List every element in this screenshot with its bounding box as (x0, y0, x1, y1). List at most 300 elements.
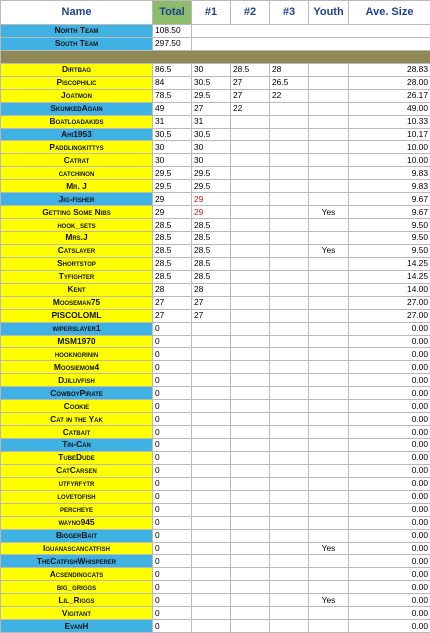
total-cell[interactable]: 0 (153, 322, 192, 335)
angler-name-cell[interactable]: Iguanascancatfish (1, 542, 153, 555)
angler-name-cell[interactable]: Moosiemom4 (1, 361, 153, 374)
angler-name-cell[interactable]: TubeDude (1, 451, 153, 464)
round2-cell[interactable] (231, 232, 270, 245)
angler-name-cell[interactable]: Djiluvfish (1, 374, 153, 387)
round1-cell[interactable]: 27 (192, 296, 231, 309)
total-cell[interactable]: 0 (153, 426, 192, 439)
round2-cell[interactable] (231, 309, 270, 322)
angler-name-cell[interactable]: Joatmon (1, 89, 153, 102)
youth-cell[interactable] (309, 232, 349, 245)
round3-cell[interactable] (270, 154, 309, 167)
round1-cell[interactable]: 28.5 (192, 270, 231, 283)
round1-cell[interactable] (192, 348, 231, 361)
round2-cell[interactable] (231, 167, 270, 180)
average-size-cell[interactable]: 14.25 (349, 270, 430, 283)
round1-cell[interactable] (192, 335, 231, 348)
round3-cell[interactable] (270, 232, 309, 245)
round3-cell[interactable] (270, 387, 309, 400)
angler-name-cell[interactable]: TheCatfishWhisperer (1, 555, 153, 568)
average-size-cell[interactable]: 10.00 (349, 141, 430, 154)
round3-cell[interactable]: 26.5 (270, 76, 309, 89)
youth-cell[interactable] (309, 348, 349, 361)
youth-cell[interactable] (309, 400, 349, 413)
average-size-cell[interactable]: 0.00 (349, 439, 430, 452)
average-size-cell[interactable]: 0.00 (349, 335, 430, 348)
round1-cell[interactable] (192, 322, 231, 335)
angler-name-cell[interactable]: CatCarsen (1, 464, 153, 477)
average-size-cell[interactable]: 9.50 (349, 232, 430, 245)
round3-cell[interactable] (270, 464, 309, 477)
total-cell[interactable]: 29 (153, 193, 192, 206)
youth-cell[interactable] (309, 257, 349, 270)
round1-cell[interactable]: 27 (192, 102, 231, 115)
round3-cell[interactable] (270, 180, 309, 193)
round1-cell[interactable]: 30 (192, 63, 231, 76)
round1-cell[interactable]: 31 (192, 115, 231, 128)
total-cell[interactable]: 0 (153, 516, 192, 529)
round3-cell[interactable] (270, 581, 309, 594)
total-cell[interactable]: 0 (153, 555, 192, 568)
round1-cell[interactable] (192, 361, 231, 374)
youth-cell[interactable] (309, 503, 349, 516)
round2-cell[interactable] (231, 387, 270, 400)
average-size-cell[interactable]: 0.00 (349, 426, 430, 439)
round2-cell[interactable]: 27 (231, 89, 270, 102)
team-name-cell[interactable]: North Team (1, 25, 153, 38)
round1-cell[interactable] (192, 439, 231, 452)
round2-cell[interactable]: 27 (231, 76, 270, 89)
youth-cell[interactable] (309, 167, 349, 180)
round2-cell[interactable] (231, 348, 270, 361)
round1-cell[interactable]: 30.5 (192, 76, 231, 89)
average-size-cell[interactable]: 0.00 (349, 413, 430, 426)
youth-cell[interactable] (309, 387, 349, 400)
round2-cell[interactable] (231, 335, 270, 348)
round1-cell[interactable] (192, 503, 231, 516)
average-size-cell[interactable]: 0.00 (349, 568, 430, 581)
youth-cell[interactable] (309, 193, 349, 206)
average-size-cell[interactable]: 0.00 (349, 503, 430, 516)
total-cell[interactable]: 0 (153, 348, 192, 361)
round3-cell[interactable] (270, 115, 309, 128)
round1-cell[interactable] (192, 374, 231, 387)
round1-cell[interactable]: 27 (192, 309, 231, 322)
round2-cell[interactable] (231, 193, 270, 206)
total-cell[interactable]: 78.5 (153, 89, 192, 102)
average-size-cell[interactable]: 0.00 (349, 555, 430, 568)
round1-cell[interactable] (192, 477, 231, 490)
round3-cell[interactable] (270, 451, 309, 464)
round1-cell[interactable] (192, 568, 231, 581)
angler-name-cell[interactable]: Tyfighter (1, 270, 153, 283)
round3-cell[interactable] (270, 361, 309, 374)
round2-cell[interactable] (231, 607, 270, 620)
total-cell[interactable]: 0 (153, 529, 192, 542)
angler-name-cell[interactable]: Shortstop (1, 257, 153, 270)
round3-cell[interactable] (270, 335, 309, 348)
average-size-cell[interactable]: 0.00 (349, 322, 430, 335)
angler-name-cell[interactable]: Paddlingkittys (1, 141, 153, 154)
round3-cell[interactable] (270, 167, 309, 180)
youth-cell[interactable]: Yes (309, 594, 349, 607)
average-size-cell[interactable]: 27.00 (349, 296, 430, 309)
round1-column-header[interactable]: #1 (192, 1, 231, 25)
average-size-cell[interactable]: 0.00 (349, 516, 430, 529)
average-size-cell[interactable]: 28.83 (349, 63, 430, 76)
round3-cell[interactable] (270, 490, 309, 503)
average-size-cell[interactable]: 0.00 (349, 607, 430, 620)
youth-cell[interactable] (309, 439, 349, 452)
round2-cell[interactable] (231, 542, 270, 555)
round1-cell[interactable]: 30 (192, 141, 231, 154)
average-size-cell[interactable]: 0.00 (349, 594, 430, 607)
youth-cell[interactable] (309, 374, 349, 387)
round1-cell[interactable] (192, 594, 231, 607)
round3-cell[interactable] (270, 283, 309, 296)
average-size-cell[interactable]: 14.25 (349, 257, 430, 270)
round1-cell[interactable] (192, 400, 231, 413)
angler-name-cell[interactable]: Vigitant (1, 607, 153, 620)
total-cell[interactable]: 84 (153, 76, 192, 89)
total-cell[interactable]: 0 (153, 594, 192, 607)
angler-name-cell[interactable]: wayno945 (1, 516, 153, 529)
average-size-cell[interactable]: 0.00 (349, 451, 430, 464)
round3-cell[interactable]: 22 (270, 89, 309, 102)
youth-cell[interactable] (309, 581, 349, 594)
angler-name-cell[interactable]: Kent (1, 283, 153, 296)
round2-cell[interactable] (231, 503, 270, 516)
youth-cell[interactable] (309, 568, 349, 581)
youth-cell[interactable] (309, 322, 349, 335)
angler-name-cell[interactable]: Getting Some Nibs (1, 206, 153, 219)
youth-cell[interactable] (309, 283, 349, 296)
angler-name-cell[interactable]: Catslayer (1, 244, 153, 257)
youth-cell[interactable] (309, 529, 349, 542)
total-cell[interactable]: 0 (153, 335, 192, 348)
round3-cell[interactable] (270, 244, 309, 257)
angler-name-cell[interactable]: Mooseman75 (1, 296, 153, 309)
total-cell[interactable]: 27 (153, 309, 192, 322)
round1-cell[interactable]: 29.5 (192, 89, 231, 102)
team-total-cell[interactable]: 108.50 (153, 25, 192, 38)
round3-cell[interactable] (270, 400, 309, 413)
average-size-cell[interactable]: 9.50 (349, 219, 430, 232)
angler-name-cell[interactable]: wiperslayer1 (1, 322, 153, 335)
angler-name-cell[interactable]: PISCOLOML (1, 309, 153, 322)
round1-cell[interactable] (192, 413, 231, 426)
total-cell[interactable]: 31 (153, 115, 192, 128)
average-size-cell[interactable]: 0.00 (349, 400, 430, 413)
round2-cell[interactable] (231, 516, 270, 529)
round2-cell[interactable] (231, 374, 270, 387)
average-size-cell[interactable]: 9.50 (349, 244, 430, 257)
round1-cell[interactable] (192, 516, 231, 529)
angler-name-cell[interactable]: Acsendingcats (1, 568, 153, 581)
youth-cell[interactable] (309, 361, 349, 374)
round1-cell[interactable]: 28.5 (192, 219, 231, 232)
round1-cell[interactable]: 28.5 (192, 232, 231, 245)
round2-cell[interactable]: 28.5 (231, 63, 270, 76)
round2-cell[interactable]: 22 (231, 102, 270, 115)
round3-cell[interactable] (270, 594, 309, 607)
total-cell[interactable]: 28.5 (153, 232, 192, 245)
average-size-cell[interactable]: 26.17 (349, 89, 430, 102)
round2-cell[interactable] (231, 206, 270, 219)
round1-cell[interactable] (192, 607, 231, 620)
average-size-cell[interactable]: 10.00 (349, 154, 430, 167)
round2-cell[interactable] (231, 180, 270, 193)
round1-cell[interactable]: 28.5 (192, 244, 231, 257)
youth-cell[interactable] (309, 296, 349, 309)
round1-cell[interactable]: 29 (192, 206, 231, 219)
average-size-cell[interactable]: 0.00 (349, 348, 430, 361)
round1-cell[interactable] (192, 555, 231, 568)
angler-name-cell[interactable]: Lil_Riggs (1, 594, 153, 607)
round2-cell[interactable] (231, 128, 270, 141)
total-cell[interactable]: 28.5 (153, 270, 192, 283)
angler-name-cell[interactable]: Cat in the Yak (1, 413, 153, 426)
angler-name-cell[interactable]: Dirtbag (1, 63, 153, 76)
round3-cell[interactable] (270, 296, 309, 309)
angler-name-cell[interactable]: Cookie (1, 400, 153, 413)
total-cell[interactable]: 0 (153, 477, 192, 490)
angler-name-cell[interactable]: hook_sets (1, 219, 153, 232)
average-size-cell[interactable]: 0.00 (349, 477, 430, 490)
round2-cell[interactable] (231, 464, 270, 477)
round2-cell[interactable] (231, 400, 270, 413)
round1-cell[interactable]: 29.5 (192, 167, 231, 180)
average-size-cell[interactable]: 0.00 (349, 464, 430, 477)
round1-cell[interactable] (192, 426, 231, 439)
team-total-cell[interactable]: 297.50 (153, 37, 192, 50)
round1-cell[interactable]: 30 (192, 154, 231, 167)
youth-cell[interactable] (309, 219, 349, 232)
round1-cell[interactable] (192, 464, 231, 477)
round1-cell[interactable] (192, 387, 231, 400)
round3-cell[interactable] (270, 542, 309, 555)
total-cell[interactable]: 28.5 (153, 244, 192, 257)
round2-cell[interactable] (231, 115, 270, 128)
total-cell[interactable]: 0 (153, 374, 192, 387)
angler-name-cell[interactable]: Catrat (1, 154, 153, 167)
round3-cell[interactable] (270, 141, 309, 154)
average-size-cell[interactable]: 14.00 (349, 283, 430, 296)
round3-cell[interactable] (270, 477, 309, 490)
round3-cell[interactable] (270, 516, 309, 529)
total-cell[interactable]: 0 (153, 400, 192, 413)
angler-name-cell[interactable]: catchinon (1, 167, 153, 180)
round1-cell[interactable] (192, 581, 231, 594)
youth-cell[interactable] (309, 477, 349, 490)
round3-column-header[interactable]: #3 (270, 1, 309, 25)
total-cell[interactable]: 29.5 (153, 180, 192, 193)
total-cell[interactable]: 0 (153, 361, 192, 374)
round3-cell[interactable] (270, 270, 309, 283)
round2-cell[interactable] (231, 413, 270, 426)
youth-cell[interactable] (309, 76, 349, 89)
round3-cell[interactable] (270, 529, 309, 542)
round2-cell[interactable] (231, 244, 270, 257)
angler-name-cell[interactable]: Boatloadakids (1, 115, 153, 128)
total-column-header[interactable]: Total (153, 1, 192, 25)
round2-cell[interactable] (231, 141, 270, 154)
average-size-cell[interactable]: 28.00 (349, 76, 430, 89)
angler-name-cell[interactable]: Mrs.J (1, 232, 153, 245)
round3-cell[interactable] (270, 257, 309, 270)
round3-cell[interactable] (270, 568, 309, 581)
average-size-cell[interactable]: 0.00 (349, 387, 430, 400)
round3-cell[interactable] (270, 128, 309, 141)
angler-name-cell[interactable]: percheye (1, 503, 153, 516)
total-cell[interactable]: 0 (153, 581, 192, 594)
total-cell[interactable]: 28.5 (153, 257, 192, 270)
youth-cell[interactable] (309, 335, 349, 348)
average-size-cell[interactable]: 49.00 (349, 102, 430, 115)
round1-cell[interactable]: 29 (192, 193, 231, 206)
total-cell[interactable]: 0 (153, 439, 192, 452)
angler-name-cell[interactable]: Mr. J (1, 180, 153, 193)
youth-cell[interactable] (309, 89, 349, 102)
youth-cell[interactable] (309, 309, 349, 322)
round2-cell[interactable] (231, 361, 270, 374)
average-size-cell[interactable]: 9.67 (349, 193, 430, 206)
angler-name-cell[interactable]: EvanH (1, 620, 153, 633)
total-cell[interactable]: 0 (153, 464, 192, 477)
round2-cell[interactable] (231, 270, 270, 283)
total-cell[interactable]: 0 (153, 490, 192, 503)
round3-cell[interactable] (270, 193, 309, 206)
round3-cell[interactable] (270, 219, 309, 232)
average-size-cell[interactable]: 0.00 (349, 529, 430, 542)
round2-cell[interactable] (231, 529, 270, 542)
total-cell[interactable]: 30.5 (153, 128, 192, 141)
round3-cell[interactable] (270, 374, 309, 387)
angler-name-cell[interactable]: Jig-fisher (1, 193, 153, 206)
round1-cell[interactable]: 28.5 (192, 257, 231, 270)
youth-cell[interactable] (309, 490, 349, 503)
angler-name-cell[interactable]: Catbait (1, 426, 153, 439)
round2-cell[interactable] (231, 426, 270, 439)
total-cell[interactable]: 30 (153, 141, 192, 154)
round1-cell[interactable]: 29.5 (192, 180, 231, 193)
round3-cell[interactable] (270, 439, 309, 452)
angler-name-cell[interactable]: big_griggs (1, 581, 153, 594)
youth-cell[interactable] (309, 464, 349, 477)
average-size-cell[interactable]: 0.00 (349, 361, 430, 374)
round3-cell[interactable] (270, 607, 309, 620)
average-size-cell[interactable]: 10.33 (349, 115, 430, 128)
round2-cell[interactable] (231, 257, 270, 270)
average-size-cell[interactable]: 27.00 (349, 309, 430, 322)
round3-cell[interactable] (270, 503, 309, 516)
youth-cell[interactable] (309, 413, 349, 426)
total-cell[interactable]: 0 (153, 568, 192, 581)
round1-cell[interactable] (192, 490, 231, 503)
total-cell[interactable]: 0 (153, 451, 192, 464)
round2-column-header[interactable]: #2 (231, 1, 270, 25)
total-cell[interactable]: 0 (153, 503, 192, 516)
angler-name-cell[interactable]: Ahi1953 (1, 128, 153, 141)
total-cell[interactable]: 28.5 (153, 219, 192, 232)
youth-cell[interactable] (309, 128, 349, 141)
round2-cell[interactable] (231, 581, 270, 594)
round1-cell[interactable] (192, 529, 231, 542)
average-size-cell[interactable]: 10.17 (349, 128, 430, 141)
round2-cell[interactable] (231, 555, 270, 568)
round1-cell[interactable] (192, 451, 231, 464)
round2-cell[interactable] (231, 296, 270, 309)
round3-cell[interactable] (270, 413, 309, 426)
angler-name-cell[interactable]: utfyrfytr (1, 477, 153, 490)
round2-cell[interactable] (231, 477, 270, 490)
youth-cell[interactable] (309, 555, 349, 568)
youth-cell[interactable] (309, 270, 349, 283)
youth-cell[interactable] (309, 154, 349, 167)
youth-cell[interactable] (309, 180, 349, 193)
average-size-cell[interactable]: 9.83 (349, 180, 430, 193)
total-cell[interactable]: 29.5 (153, 167, 192, 180)
average-size-column-header[interactable]: Ave. Size (349, 1, 430, 25)
round3-cell[interactable] (270, 102, 309, 115)
youth-cell[interactable]: Yes (309, 244, 349, 257)
total-cell[interactable]: 28 (153, 283, 192, 296)
average-size-cell[interactable]: 0.00 (349, 542, 430, 555)
youth-cell[interactable] (309, 607, 349, 620)
round2-cell[interactable] (231, 283, 270, 296)
round1-cell[interactable] (192, 542, 231, 555)
round2-cell[interactable] (231, 439, 270, 452)
angler-name-cell[interactable]: MSM1970 (1, 335, 153, 348)
round3-cell[interactable] (270, 426, 309, 439)
angler-name-cell[interactable]: BiggerBait (1, 529, 153, 542)
average-size-cell[interactable]: 0.00 (349, 581, 430, 594)
round2-cell[interactable] (231, 594, 270, 607)
round2-cell[interactable] (231, 154, 270, 167)
total-cell[interactable]: 0 (153, 620, 192, 633)
average-size-cell[interactable]: 0.00 (349, 374, 430, 387)
average-size-cell[interactable]: 0.00 (349, 490, 430, 503)
average-size-cell[interactable]: 9.67 (349, 206, 430, 219)
angler-name-cell[interactable]: SkunkedAgain (1, 102, 153, 115)
round3-cell[interactable] (270, 206, 309, 219)
total-cell[interactable]: 86.5 (153, 63, 192, 76)
youth-cell[interactable]: Yes (309, 206, 349, 219)
round1-cell[interactable]: 30.5 (192, 128, 231, 141)
total-cell[interactable]: 30 (153, 154, 192, 167)
total-cell[interactable]: 0 (153, 387, 192, 400)
angler-name-cell[interactable]: CowboyPirate (1, 387, 153, 400)
total-cell[interactable]: 49 (153, 102, 192, 115)
round2-cell[interactable] (231, 490, 270, 503)
youth-cell[interactable] (309, 102, 349, 115)
round1-cell[interactable]: 28 (192, 283, 231, 296)
total-cell[interactable]: 29 (153, 206, 192, 219)
youth-cell[interactable]: Yes (309, 542, 349, 555)
round3-cell[interactable] (270, 348, 309, 361)
youth-column-header[interactable]: Youth (309, 1, 349, 25)
youth-cell[interactable] (309, 115, 349, 128)
angler-name-cell[interactable]: Piscophilic (1, 76, 153, 89)
average-size-cell[interactable]: 9.83 (349, 167, 430, 180)
total-cell[interactable]: 27 (153, 296, 192, 309)
total-cell[interactable]: 0 (153, 413, 192, 426)
name-column-header[interactable]: Name (1, 1, 153, 25)
round2-cell[interactable] (231, 322, 270, 335)
round2-cell[interactable] (231, 219, 270, 232)
youth-cell[interactable] (309, 516, 349, 529)
angler-name-cell[interactable]: Tin-Can (1, 439, 153, 452)
angler-name-cell[interactable]: lovetofish (1, 490, 153, 503)
